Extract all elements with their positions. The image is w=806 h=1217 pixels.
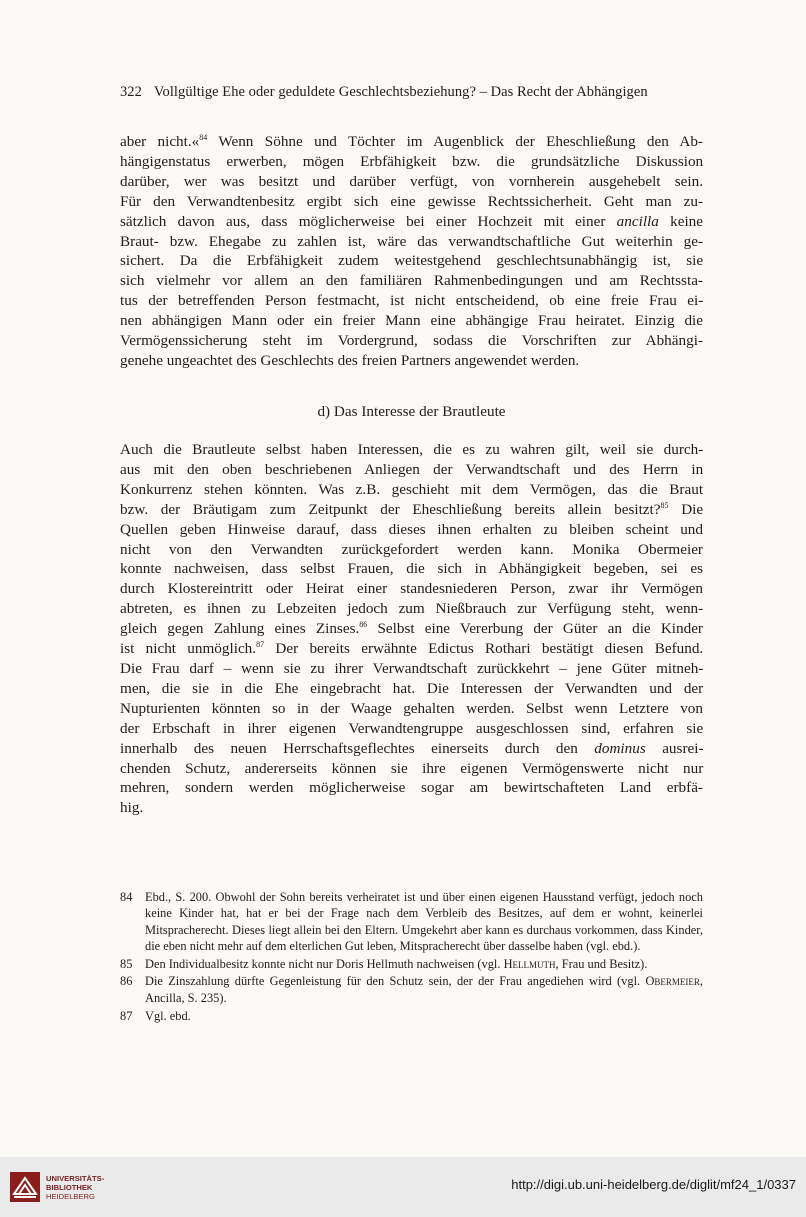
viewer-footer	[0, 1157, 806, 1217]
library-logo[interactable]	[10, 1169, 110, 1205]
footnote-ref[interactable]: 84	[199, 132, 208, 142]
text-line: aus mit den oben beschriebenen Anliegen der Verwandtschaft und des Herrn in	[120, 460, 704, 478]
footnotes	[120, 889, 703, 1025]
text-line: bzw. der Bräutigam zum Zeitpunkt der Eheschließung bereits allein besitzt?$^{85}$ Die	[120, 500, 704, 518]
author-obermeier: Obermeier	[645, 974, 700, 989]
section-heading: d) Das Interesse der Brautleute	[317, 403, 506, 420]
italic-term: ancilla	[616, 212, 659, 230]
text-line: Die Frau darf – wenn sie zu ihrer Verwandtschaft zurückkehrt – jene Güter mitneh-	[120, 659, 704, 677]
text-line: Braut- bzw. Ehegabe zu zahlen ist, wäre das verwandtschaftliche Gut weiterhin ge-	[120, 232, 703, 250]
footnote-86: 86 Die Zinszahlung dürfte Gegenleistung für den Schutz sein, der der Frau angediehen wird (vgl. Obermeier, Ancilla, S. 235).	[120, 974, 703, 1005]
university-library-logo-icon	[10, 1172, 40, 1202]
footnote-ref[interactable]: 85	[660, 500, 669, 510]
running-title: Vollgültige Ehe oder geduldete Geschlechtsbeziehung? – Das Recht der Abhängigen	[153, 84, 648, 100]
text-line: konnte nachweisen, dass selbst Frauen, die sich in Abhängigkeit begeben, sei es	[120, 560, 704, 578]
text-line: gleich gegen Zahlung eines Zinses.$^{86}$ Selbst eine Vererbung der Güter an die Kinder	[120, 620, 703, 638]
text-line: innerhalb des neuen Herrschaftsgeflechtes einerseits durch den dominus ausrei-	[120, 739, 704, 757]
text-line: Konkurrenz stehen könnten. Was z.B. geschieht mit dem Vermögen, das die Braut	[120, 480, 704, 498]
italic-term: dominus	[594, 739, 646, 757]
paragraph-1	[120, 132, 703, 371]
text-line: nicht von den Verwandten zurückgefordert werden kann. Monika Obermeier	[120, 540, 703, 558]
logo-text: UNIVERSITÄTS- BIBLIOTHEK HEIDELBERG	[46, 1173, 105, 1201]
text-line: nen abhängigen Mann oder ein freier Mann eine abhängige Frau heiratet. Einzig die	[120, 312, 703, 330]
text-line: mehren, sondern werden möglicherweise sogar am bewirtschafteten Land erbfä-	[120, 779, 703, 797]
text-line: Nupturienten könnten so in der Waage gehalten werden. Selbst wenn Letztere von	[120, 699, 703, 717]
page-number: 322	[120, 84, 142, 100]
text-line: Auch die Brautleute selbst haben Interessen, die es zu wahren gilt, weil sie durch-	[120, 441, 704, 458]
text-line: Quellen geben Hinweise darauf, dass dieses ihnen erhalten zu bleiben scheint und	[120, 520, 703, 538]
footnote-84: 84 Ebd., S. 200. Obwohl der Sohn bereits verheiratet ist und über einen eigenen Hausstand verfügt, jedoch noch keine Kinder hat, hat er bei der Frage nach dem Verbleib des Besitzes, auf dem er wohnt, keinerlei Mitspracherecht. Dieses liegt allein bei den Eltern. Umgekehrt aber kann es durchaus vorkommen, dass Kinder, die eben nicht mehr auf dem elterlichen Gut leben, Mitspracherecht über dasselbe haben (vgl. ebd.).	[120, 890, 703, 953]
footnote-85: 85 Den Individualbesitz konnte nicht nur Doris Hellmuth nachweisen (vgl. Hellmuth, Frau und Besitz).	[120, 956, 648, 971]
text-line: ist nicht unmöglich.$^{87}$ Der bereits erwähnte Edictus Rothari bestätigt diesen Befund.	[120, 640, 704, 658]
text-line: hängigenstatus erwerben, mögen Erbfähigkeit bzw. die grundsätzliche Diskussion	[120, 152, 704, 170]
text-line: chenden Schutz, andererseits können sie ihre eigenen Vermögenswerte nicht nur	[120, 759, 704, 777]
running-head	[120, 84, 710, 101]
text-line: tus der betreffenden Person festmacht, ist nicht entscheidend, ob eine freie Frau ei-	[120, 292, 704, 310]
text-line: Für den Verwandtenbesitz ergibt sich eine gewisse Rechtssicherheit. Geht man zu-	[120, 192, 703, 210]
text-line: der Erbschaft in ihrer eigenen Verwandtengruppe ausgeschlossen sind, erfahren sie	[120, 719, 704, 737]
text-line: durch Klostereintritt oder Heirat einer standesniederen Person, zwar ihr Vermögen	[120, 580, 703, 598]
text-line: Vermögenssicherung steht im Vordergrund, sodass die Vorschriften zur Abhängi-	[120, 332, 703, 350]
footnote-ref[interactable]: 86	[359, 620, 368, 630]
text-line: sich vielmehr vor allem an den familiären Rahmenbedingungen und am Rechtssta-	[120, 272, 703, 290]
text-line: abtreten, es ihnen zu Lebzeiten jedoch zum Nießbrauch zur Verfügung steht, wenn-	[120, 600, 704, 618]
text-line: men, die sie in die Ehe eingebracht hat. Die Interessen der Verwandten und der	[120, 679, 704, 697]
paragraph-2	[120, 440, 703, 818]
text-line: sätzlich davon aus, dass möglicherweise bei einer Hochzeit mit einer ancilla keine	[120, 212, 703, 230]
text-line: hig.	[120, 799, 144, 817]
text-line: sichert. Da die Erbfähigkeit zudem weitestgehend geschlechtsunabhängig ist, sie	[120, 252, 704, 270]
text-line: aber nicht.«$^{84}$ Wenn Söhne und Töchter im Augenblick der Eheschließung den Ab-	[120, 132, 703, 150]
footnote-87: 87 Vgl. ebd.	[120, 1008, 191, 1023]
text-line: genehe ungeachtet des Geschlechts des freien Partners angewendet werden.	[120, 351, 580, 369]
author-hellmuth: Hellmuth	[503, 956, 556, 971]
permalink-url[interactable]: http://digi.ub.uni-heidelberg.de/diglit/mf24_1/0337	[511, 1177, 796, 1192]
footnote-ref[interactable]: 87	[256, 640, 265, 649]
text-line: darüber, wer was besitzt und darüber verfügt, von vornherein ausgehebelt sein.	[120, 172, 703, 190]
